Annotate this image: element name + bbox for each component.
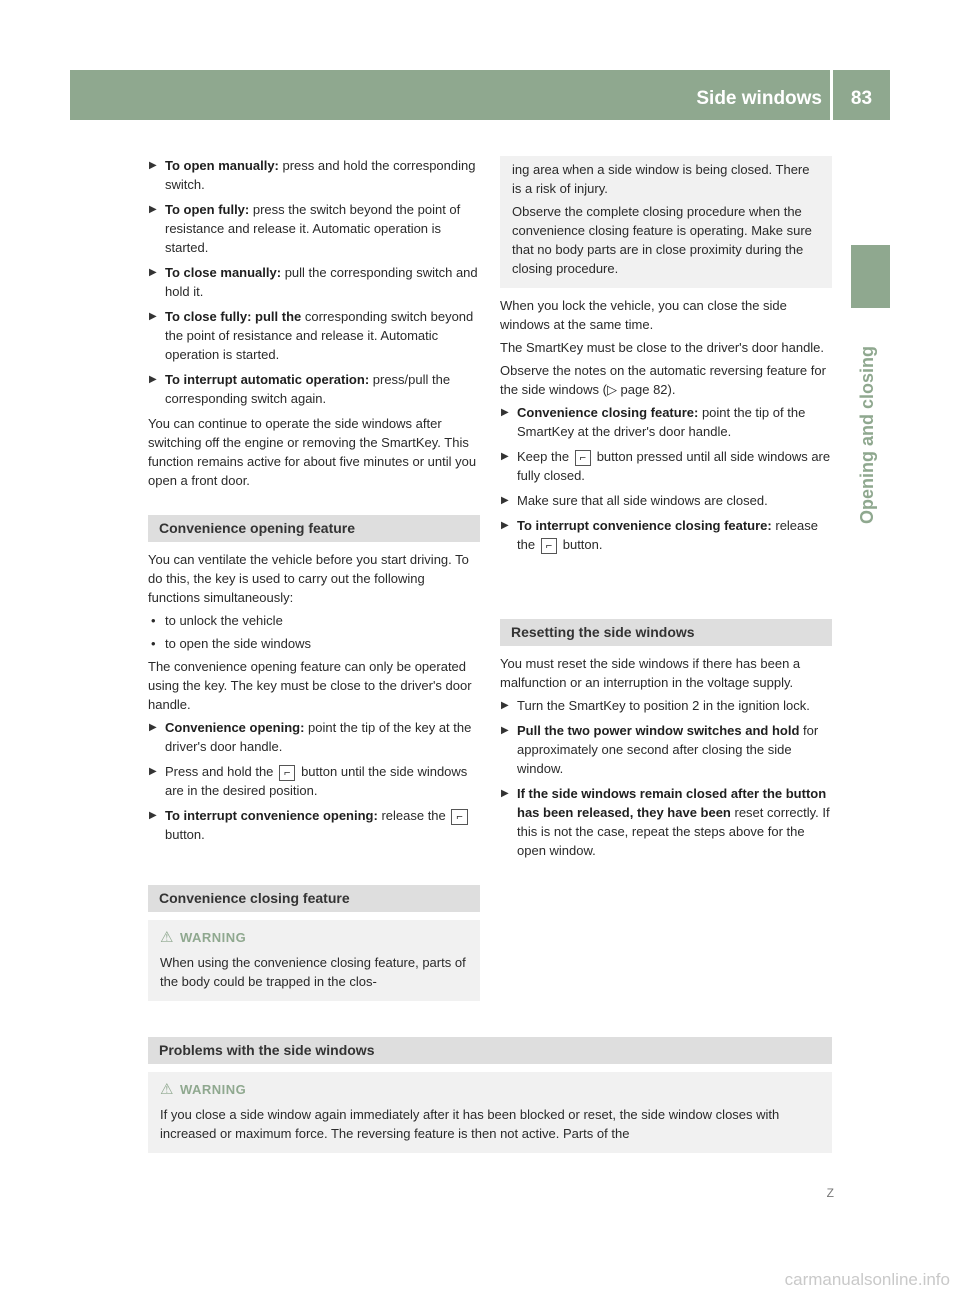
step-label: To interrupt convenience closing feature: [517,518,772,533]
step-label: Pull the two power window switches and hold [517,723,800,738]
step-text: Make sure that all side windows are closed. [517,493,768,508]
step-label: Convenience opening: [165,720,305,735]
step-turn-smartkey [500,696,832,715]
warning-label: WARNING [179,930,247,945]
arrow-icon: ▶ [501,495,509,506]
step-text: press and hold the corresponding switch. [165,158,476,192]
warning-text: If you close a side window again immediately after it has been blocked or reset, the side window closes with increased or maximum force. The reversing feature is then not active. Parts of the [160,1107,780,1141]
step-label: Convenience closing feature: [517,405,699,420]
warning-text: ing area when a side window is being closed. There is a risk of injury. [512,162,810,196]
list-item [148,611,480,630]
warning-header [160,928,468,947]
step-open-manually [148,156,480,194]
warning-text: Observe the complete closing procedure when the convenience closing feature is operating. Make sure that no body parts are in close proximity during the closing procedure. [512,204,812,276]
right-column [500,156,832,560]
lock-key-button-icon: ⌐ [541,538,557,554]
warning-triangle-icon: ⚠ [160,929,174,946]
warning-text: When using the convenience closing feature, parts of the body could be trapped in the clos- [160,955,466,989]
footer-page-code: Z [826,1186,834,1200]
step-text: button. [165,827,205,842]
step-convenience-closing [500,403,832,441]
step-text: release the [517,518,818,552]
step-close-manually [148,263,480,301]
arrow-icon: ▶ [149,204,157,215]
left-column [148,156,480,494]
step-text: reset correctly. If this is not the case, repeat the steps above for the open window. [517,805,830,858]
step-text: point the tip of the SmartKey at the driver's door handle. [517,405,806,439]
step-interrupt-convenience-closing [500,516,832,554]
step-open-fully [148,200,480,257]
section-title: Side windows [696,88,822,109]
step-text: point the tip of the key at the driver's door handle. [165,720,472,754]
step-text: release the [377,808,450,823]
step-close-fully [148,307,480,364]
step-label: To close fully: pull the [165,309,302,324]
step-text: Press and hold the [165,764,278,779]
warning-box [148,920,480,1001]
arrow-icon: ▶ [149,311,157,322]
warning-triangle-icon: ⚠ [160,1081,174,1098]
step-interrupt-automatic [148,370,480,408]
arrow-icon: ▶ [149,766,157,777]
convenience-closing-heading: Convenience closing feature [148,885,480,912]
arrow-icon: ▶ [149,810,157,821]
resetting-intro: You must reset the side windows if there has been a malfunction or an interruption in the voltage supply. [500,656,801,690]
observe-paragraph: Observe the notes on the automatic reversing feature for the side windows (▷ page 82). [500,363,826,397]
watermark: carmanualsonline.info [784,1270,950,1289]
warning-box-continued [500,156,832,288]
convenience-closing-section [148,885,480,1001]
step-text: press the switch beyond the point of resistance and release it. Automatic operation is started. [165,202,461,255]
unlock-key-button-icon: ⌐ [451,809,467,825]
step-label: To open fully: [165,202,250,217]
step-label: To close manually: [165,265,282,280]
page-number: 83 [850,88,873,109]
step-press-hold-button [148,762,480,800]
step-label: To interrupt convenience opening: [165,808,378,823]
continue-operation-paragraph: You can continue to operate the side windows after switching off the engine or removing the SmartKey. This function remains active for about five minutes or until you open a front door. [148,416,477,488]
chapter-tab-marker [851,245,890,308]
arrow-icon: ▶ [501,725,509,736]
arrow-icon: ▶ [501,407,509,418]
convenience-opening-heading: Convenience opening feature [148,515,480,542]
list-item-text: to open the side windows [165,636,311,651]
arrow-icon: ▶ [501,520,509,531]
step-check-reset [500,784,832,860]
convenience-opening-note: The convenience opening feature can only be operated using the key. The key must be close to the driver's door handle. [148,659,472,712]
step-convenience-opening [148,718,480,756]
step-text: Keep the [517,449,573,464]
arrow-icon: ▶ [501,700,509,711]
step-pull-switches [500,721,832,778]
list-item-text: to unlock the vehicle [165,613,283,628]
warning-header [160,1080,820,1099]
unlock-key-button-icon: ⌐ [279,765,295,781]
warning-box [148,1072,832,1153]
arrow-icon: ▶ [149,374,157,385]
step-text: corresponding switch beyond the point of resistance and release it. Automatic operation is started. [165,309,474,362]
step-interrupt-convenience-opening [148,806,480,844]
arrow-icon: ▶ [501,451,509,462]
list-item [148,634,480,653]
step-text: Turn the SmartKey to position 2 in the ignition lock. [517,698,810,713]
step-check-windows-closed [500,491,832,510]
step-keep-button-pressed [500,447,832,485]
warning-label: WARNING [179,1082,247,1097]
step-text: press/pull the corresponding switch again. [165,372,451,406]
step-label: To open manually: [165,158,279,173]
bullet-icon: • [151,636,156,651]
arrow-icon: ▶ [149,160,157,171]
step-text: button pressed until all side windows are fully closed. [517,449,831,483]
arrow-icon: ▶ [501,788,509,799]
convenience-opening-intro: You can ventilate the vehicle before you start driving. To do this, the key is used to carry out the following functions simultaneously: [148,552,469,605]
lock-paragraph: When you lock the vehicle, you can close the side windows at the same time. [500,298,787,332]
convenience-opening-section [148,515,480,850]
step-label: To interrupt automatic operation: [165,372,370,387]
problems-heading: Problems with the side windows [148,1037,832,1064]
step-text: button until the side windows are in the desired position. [165,764,468,798]
step-text: button. [559,537,603,552]
smartkey-paragraph: The SmartKey must be close to the driver's door handle. [500,340,825,355]
resetting-heading: Resetting the side windows [500,619,832,646]
resetting-section [500,619,832,866]
bullet-icon: • [151,613,156,628]
step-label: If the side windows remain closed after the button has been released, they have been [517,786,827,820]
arrow-icon: ▶ [149,267,157,278]
chapter-label: Opening and closing [857,346,877,525]
lock-key-button-icon: ⌐ [575,450,591,466]
step-text: for approximately one second after closing the side window. [517,723,819,776]
problems-section [148,1037,832,1153]
arrow-icon: ▶ [149,722,157,733]
step-text: pull the corresponding switch and hold it. [165,265,478,299]
